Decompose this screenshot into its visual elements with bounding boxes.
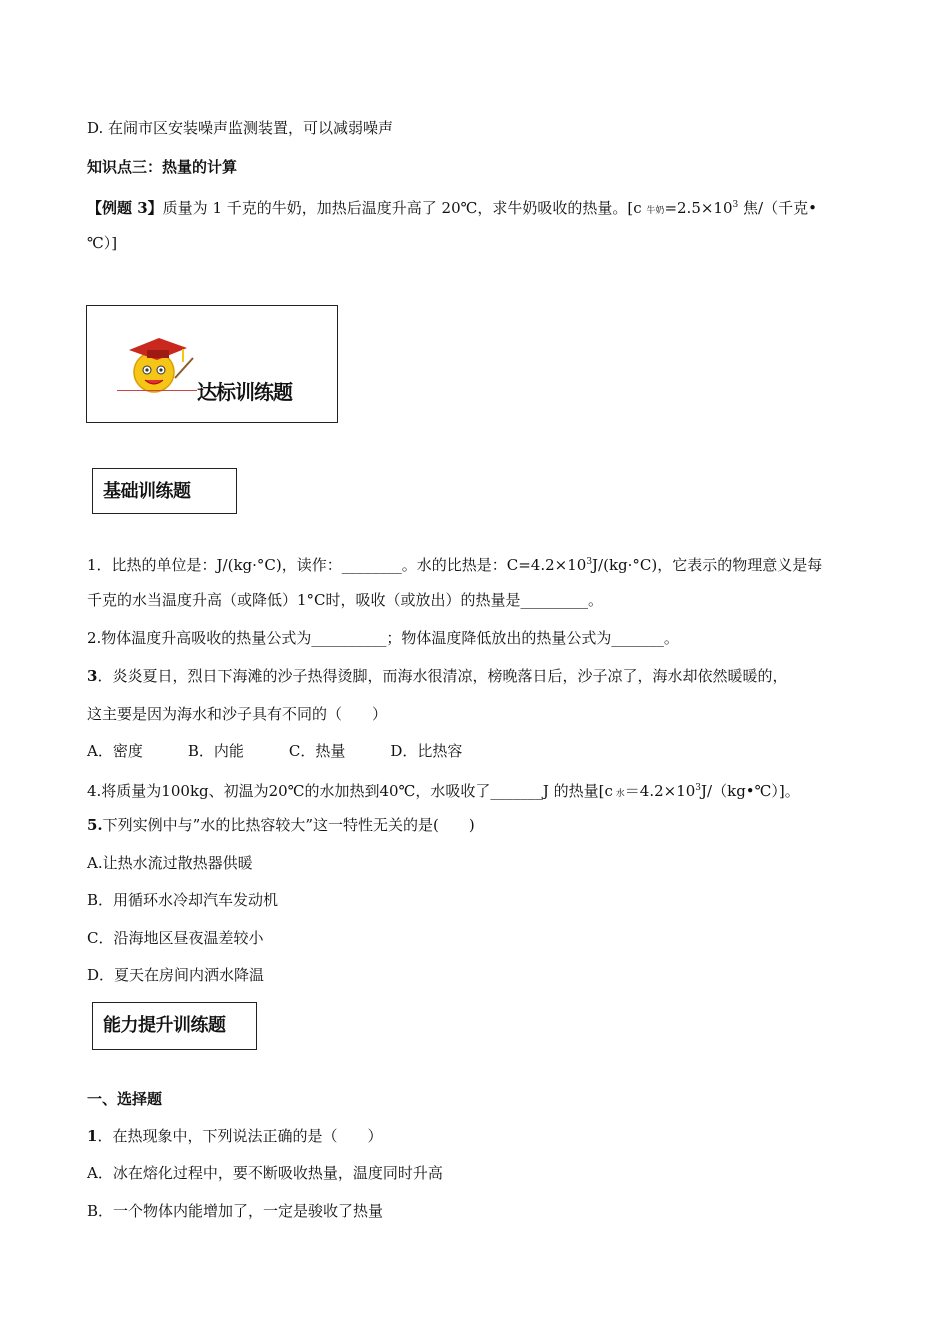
basic-q4-text-b: ＝4.2×10	[624, 782, 696, 800]
basic-q3-line2: 这主要是因为海水和沙子具有不同的（ ）	[87, 705, 388, 723]
example-3-line2: ℃）]	[87, 234, 118, 252]
badge-underline	[117, 390, 197, 391]
basic-q4-text-c: J/（kg•℃）]。	[701, 782, 800, 800]
example-3	[87, 195, 817, 221]
example-text-c: 焦/（千克•	[738, 199, 817, 217]
badge-title: 达标训练题	[197, 380, 292, 404]
basic-q1	[87, 552, 822, 575]
basic-q3-options: A．密度 B．内能 C．热量 D．比热容	[87, 742, 463, 760]
basic-q4-exponent: 3	[695, 783, 702, 793]
example-tag: 【例题 3】	[87, 199, 163, 217]
advanced-q1-option-a: A．冰在熔化过程中，要不断吸收热量，温度同时升高	[87, 1164, 443, 1182]
example-text-a: 质量为 1 千克的牛奶，加热后温度升高了 20℃，求牛奶吸收的热量。[c	[162, 199, 647, 217]
basic-q5-text: 下列实例中与”水的比热容较大”这一特性无关的是( )	[102, 816, 475, 834]
basic-q5-option-c: C．沿海地区昼夜温差较小	[87, 929, 264, 947]
basic-q2: 2.物体温度升高吸收的热量公式为__________；物体温度降低放出的热量公式为_______。	[87, 629, 679, 647]
example-subscript: 牛奶	[646, 206, 665, 216]
basic-q4	[87, 778, 800, 804]
basic-q3	[87, 666, 787, 686]
multiple-choice-heading: 一、选择题	[87, 1090, 163, 1108]
option-d: D. 在闹市区安装噪声监测装置，可以减弱噪声	[87, 119, 394, 137]
advanced-q1	[87, 1126, 382, 1146]
advanced-training-heading: 能力提升训练题	[92, 1002, 257, 1050]
basic-q5	[87, 815, 475, 835]
basic-q4-text-a: 4.将质量为100kg、初温为20℃的水加热到40℃，水吸收了_______J 的热量[c	[87, 782, 613, 800]
advanced-q1-text: ．在热现象中，下列说法正确的是（ ）	[97, 1127, 383, 1145]
basic-q5-number: 5.	[87, 816, 103, 834]
basic-q1-text-a: 1．比热的单位是：J/(kg·°C)，读作：________。水的比热是：C=4.2×10	[87, 556, 587, 574]
example-exponent: 3	[732, 200, 739, 210]
basic-q5-option-b: B．用循环水冷却汽车发动机	[87, 891, 279, 909]
advanced-q1-option-b: B．一个物体内能增加了，一定是骏收了热量	[87, 1202, 384, 1220]
knowledge-point-heading: 知识点三：热量的计算	[87, 158, 238, 176]
basic-q4-subscript: 水	[612, 789, 625, 799]
basic-q5-option-d: D．夏天在房间内洒水降温	[87, 966, 265, 984]
training-badge	[86, 305, 338, 423]
basic-q1-line2: 千克的水当温度升高（或降低）1°C时，吸收（或放出）的热量是_________。	[87, 591, 604, 609]
basic-q1-exponent: 3	[586, 557, 593, 567]
basic-q5-option-a: A.让热水流过散热器供暖	[87, 854, 253, 872]
advanced-q1-number: 1	[87, 1127, 98, 1145]
graduate-mascot-icon	[109, 320, 209, 410]
basic-q3-number: 3	[87, 667, 98, 685]
basic-q3-text: ．炎炎夏日，烈日下海滩的沙子热得烫脚，而海水很清凉，榜晚落日后，沙子凉了，海水却依然暖暖的，	[97, 667, 788, 685]
basic-q1-text-b: J/(kg·°C)，它表示的物理意义是每	[592, 556, 823, 574]
example-text-b: =2.5×10	[664, 199, 733, 217]
basic-training-heading: 基础训练题	[92, 468, 237, 514]
